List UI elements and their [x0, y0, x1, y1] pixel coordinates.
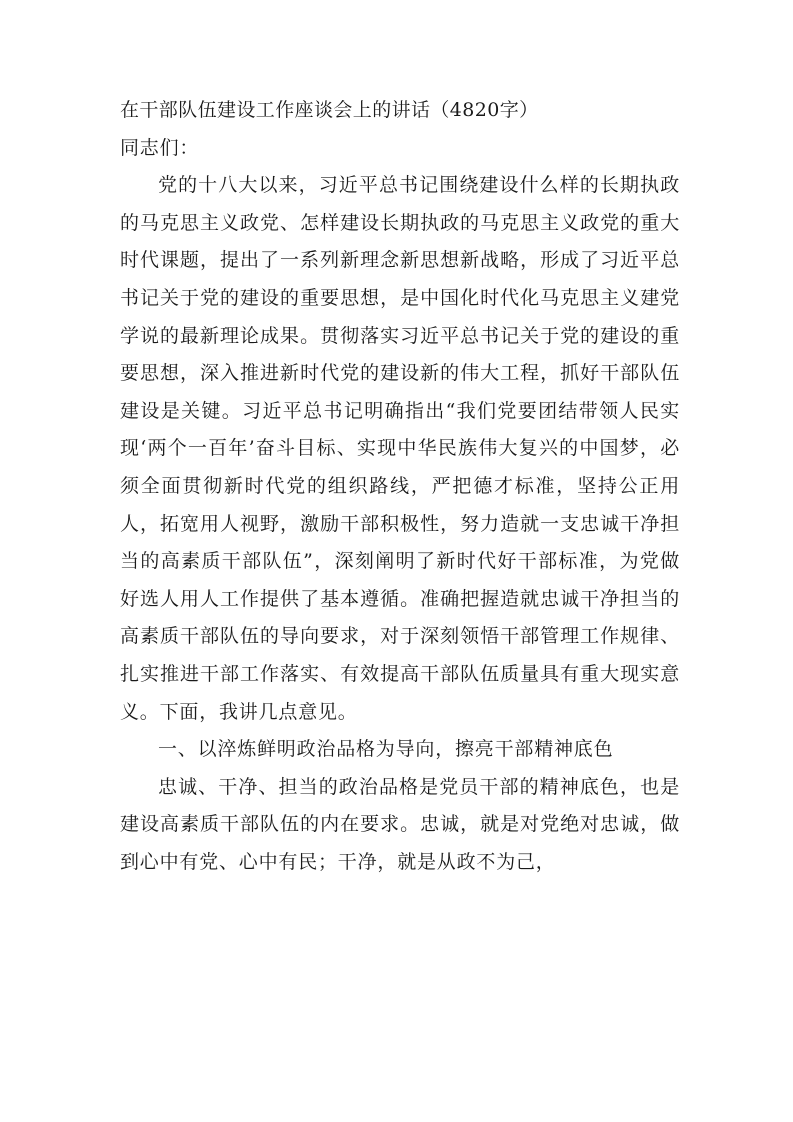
- document-title: 在干部队伍建设工作座谈会上的讲话（4820字）: [120, 99, 539, 121]
- paragraph-intro: 党的十八大以来，习近平总书记围绕建设什么样的长期执政的马克思主义政党、怎样建设长期执政的马克思主义政党的重大时代课题，提出了一系列新理念新思想新战略，形成了习近平总书记关于党的建设的重要思想，是中国化时代化马克思主义建党学说的最新理论成果。贯彻落实习近平总书记关于党的建设的重要思想，深入推进新时代党的建设新的伟大工程，抓好干部队伍建设是关键。习近平总书记明确指出“我们党要团结带领人民实现‘两个一百年’奋斗目标、实现中华民族伟大复兴的中国梦，必须全面贯彻新时代党的组织路线，严把德才标准，坚持公正用人，拓宽用人视野，激励干部积极性，努力造就一支忠诚干净担当的高素质干部队伍”，深刻阐明了新时代好干部标准，为党做好选人用人工作提供了基本遵循。准确把握造就忠诚干净担当的高素质干部队伍的导向要求，对于深刻领悟干部管理工作规律、扎实推进干部工作落实、有效提高干部队伍质量具有重大现实意义。下面，我讲几点意见。: [120, 174, 680, 723]
- document-body: [120, 92, 680, 881]
- section-heading-1: 一、以淬炼鲜明政治品格为导向，擦亮干部精神底色: [158, 738, 614, 761]
- paragraph-section-1: 忠诚、干净、担当的政治品格是党员干部的精神底色，也是建设高素质干部队伍的内在要求。忠诚，就是对党绝对忠诚，做到心中有党、心中有民；干净，就是从政不为己，: [120, 775, 680, 873]
- salutation: 同志们：: [120, 136, 200, 159]
